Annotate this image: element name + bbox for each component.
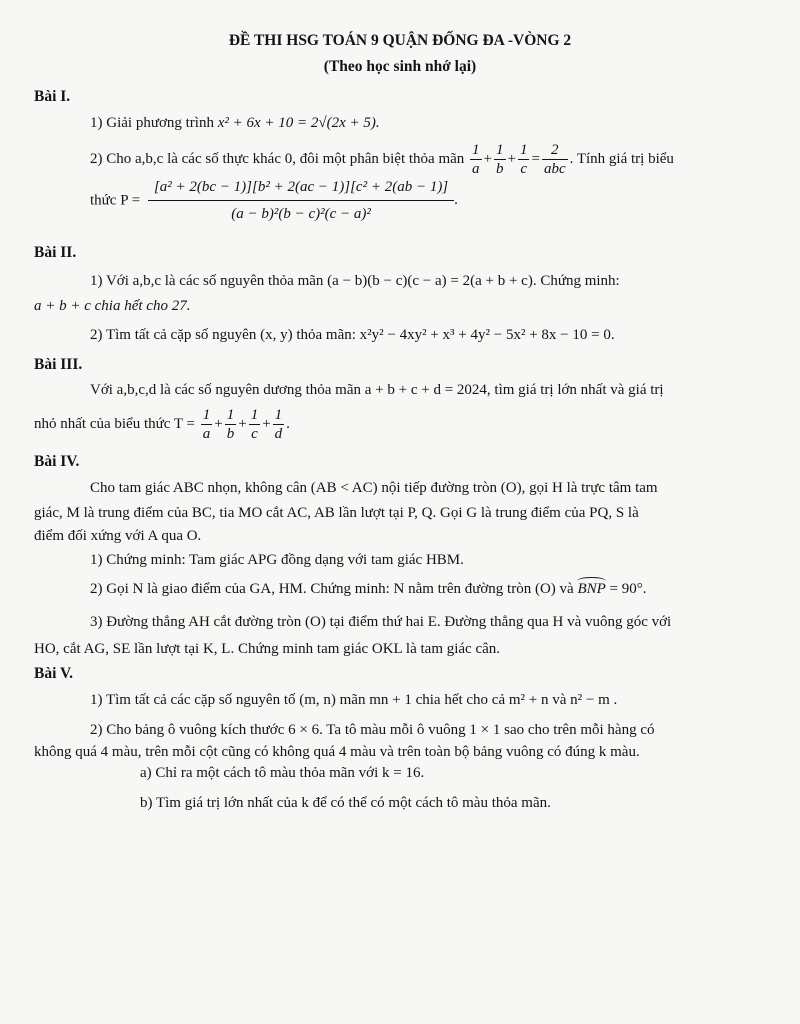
section-heading-bai-1: Bài I.: [34, 88, 71, 105]
angle-bnp: BNP: [577, 581, 606, 597]
section-heading-bai-2: Bài II.: [34, 244, 77, 261]
bai5-question-1: 1) Tìm tất cả các cặp số nguyên tố (m, n) mãn mn + 1 chia hết cho cả m² + n và n² − m .: [90, 692, 618, 708]
bai5-part-b: b) Tìm giá trị lớn nhất của k để có thể có một cách tô màu thỏa mãn.: [140, 795, 551, 811]
bai4-line-2: giác, M là trung điểm của BC, tia MO cắt AC, AB lần lượt tại P, Q. Gọi G là trung điểm của PQ, S là: [34, 505, 639, 521]
bai4-question-1: 1) Chứng minh: Tam giác APG đồng dạng với tam giác HBM.: [90, 552, 464, 568]
frac-1-over-a: $\frac{1}{a}$: [202, 407, 211, 442]
section-heading-bai-4: Bài IV.: [34, 453, 80, 470]
expression-p-fraction: [148, 178, 454, 224]
bai3-t-label: nhỏ nhất của biểu thức T =: [34, 416, 196, 433]
bai4-question-3-cont: HO, cắt AG, SE lần lượt tại K, L. Chứng minh tam giác OKL là tam giác cân.: [34, 641, 501, 657]
bai1-q2-tail: . Tính giá trị biểu: [569, 151, 674, 168]
bai3-text-2: nhỏ nhất của biểu thức T = $\frac{1}{a}$ + $\frac{1}{b}$ + $\frac{1}{c}$ + $\frac{1}{d}$ .: [34, 407, 290, 442]
bai4-question-3: 3) Đường thẳng AH cắt đường tròn (O) tại điểm thứ hai E. Đường thẳng qua H và vuông góc với: [90, 614, 672, 630]
bai2-question-2: 2) Tìm tất cả cặp số nguyên (x, y) thỏa mãn: x²y² − 4xy² + x³ + 4y² − 5x² + 8x − 10 = 0.: [90, 327, 615, 343]
bai3-text-1: Với a,b,c,d là các số nguyên dương thỏa mãn a + b + c + d = 2024, tìm giá trị lớn nhất và giá trị: [90, 382, 664, 398]
frac-1-over-d: $\frac{1}{d}$: [274, 407, 283, 442]
bai2-question-1: 1) Với a,b,c là các số nguyên thỏa mãn (a − b)(b − c)(c − a) = 2(a + b + c). Chứng minh:: [90, 273, 620, 289]
bai4-line-1: Cho tam giác ABC nhọn, không cân (AB < AC) nội tiếp đường tròn (O), gọi H là trực tâm tam: [90, 480, 658, 496]
bai5-question-2-cont: không quá 4 màu, trên mỗi cột cũng có không quá 4 màu và trên toàn bộ bảng vuông có đúng k màu.: [34, 744, 640, 760]
bai1-expression-p: thức P = $\frac{\text{[a² + 2(bc − 1)][b² + 2(ac − 1)][c² + 2(ab − 1)]}}{\text{(a − b)²(b − c)²(c − a)²}}$ .: [90, 179, 458, 222]
frac-1-over-b: $\frac{1}{b}$: [226, 407, 235, 442]
section-heading-bai-3: Bài III.: [34, 356, 83, 373]
bai4-q2-text: 2) Gọi N là giao điểm của GA, HM. Chứng minh: N nằm trên đường tròn (O) và: [90, 581, 574, 597]
bai1-p-label: thức P =: [90, 192, 141, 209]
bai1-question-2: 2) Cho a,b,c là các số thực khác 0, đôi một phân biệt thỏa mãn $\frac{1}{a}$ + $\frac{1}{b}$ + $\frac{1}{c}$ = $\frac{2}{\text{abc}}$ . Tính giá trị biểu: [90, 142, 674, 177]
frac-1-over-c: $\frac{1}{c}$: [519, 142, 528, 177]
frac-1-over-a: $\frac{1}{a}$: [472, 142, 480, 177]
frac-2-over-abc: $\frac{2}{\text{abc}}$: [543, 142, 566, 177]
bai5-question-2: 2) Cho bảng ô vuông kích thước 6 × 6. Ta tô màu mỗi ô vuông 1 × 1 sao cho trên mỗi hàng có: [90, 722, 655, 738]
bai1-question-1: [90, 114, 786, 133]
bai4-question-2: [90, 580, 786, 599]
frac-1-over-b: $\frac{1}{b}$: [496, 142, 504, 177]
bai4-q2-tail: = 90°.: [609, 581, 647, 597]
bai1-q1-text: 1) Giải phương trình: [90, 115, 214, 131]
bai1-q2-text: 2) Cho a,b,c là các số thực khác 0, đôi một phân biệt thỏa mãn: [90, 151, 465, 168]
bai5-part-a: a) Chỉ ra một cách tô màu thỏa mãn với k = 16.: [140, 765, 425, 781]
bai2-question-1-cont: a + b + c chia hết cho 27.: [34, 298, 191, 314]
expression-p-numerator: [a² + 2(bc − 1)][b² + 2(ac − 1)][c² + 2(ab − 1)]: [148, 178, 454, 201]
section-heading-bai-5: Bài V.: [34, 665, 74, 682]
frac-1-over-c: $\frac{1}{c}$: [250, 407, 259, 442]
exam-subtitle: (Theo học sinh nhớ lại): [323, 58, 477, 75]
expression-p-denominator: (a − b)²(b − c)²(c − a)²: [231, 205, 371, 222]
bai4-line-3: điểm đối xứng với A qua O.: [34, 528, 202, 544]
bai1-q1-equation: x² + 6x + 10 = 2√(2x + 5).: [217, 115, 380, 131]
exam-title: ĐỀ THI HSG TOÁN 9 QUẬN ĐỐNG ĐA -VÒNG 2: [228, 32, 572, 49]
